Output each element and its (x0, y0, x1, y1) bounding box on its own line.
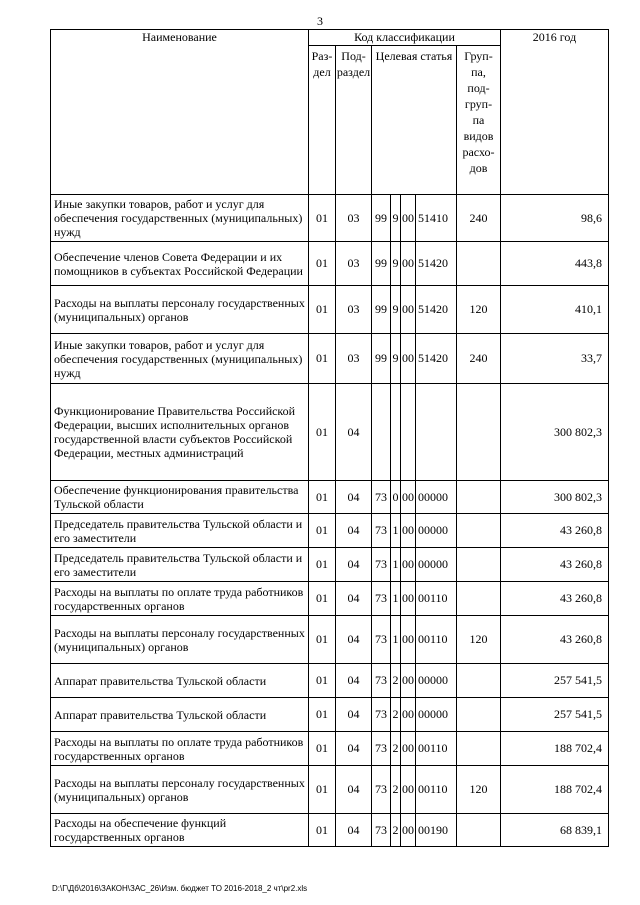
row-amount: 257 541,5 (501, 698, 609, 732)
row-target-subprogram: 1 (391, 616, 401, 664)
row-target-subprogram: 9 (391, 195, 401, 242)
row-name: Обеспечение членов Совета Федерации и их помощников в субъектах Российской Федерации (51, 242, 309, 286)
table-row (51, 766, 609, 814)
row-target-subprogram: 1 (391, 582, 401, 616)
row-target-subprogram: 9 (391, 334, 401, 384)
row-target-direction: 51420 (416, 242, 457, 286)
header-year: 2016 год (501, 30, 609, 195)
file-path-footer: D:\Г\Дб\2016\ЗАКОН\ЗАС_26\Изм. бюджет ТО 2016-2018_2 чт\pr2.xls (52, 884, 308, 893)
row-subsection: 04 (336, 582, 372, 616)
row-target-direction: 00000 (416, 664, 457, 698)
row-subsection: 04 (336, 766, 372, 814)
row-expense-group (457, 698, 501, 732)
table-row (51, 481, 609, 514)
row-section: 01 (309, 242, 336, 286)
row-target-main: 00 (401, 514, 416, 548)
table-row (51, 286, 609, 334)
row-section: 01 (309, 514, 336, 548)
row-expense-group (457, 664, 501, 698)
row-subsection: 03 (336, 286, 372, 334)
row-target-main: 00 (401, 698, 416, 732)
table-row (51, 195, 609, 242)
row-section: 01 (309, 766, 336, 814)
row-amount: 257 541,5 (501, 664, 609, 698)
row-target-program: 73 (372, 481, 391, 514)
page-number: 3 (317, 14, 323, 28)
row-section: 01 (309, 334, 336, 384)
row-subsection: 04 (336, 664, 372, 698)
row-target-direction: 51410 (416, 195, 457, 242)
row-target-main (401, 384, 416, 481)
row-target-subprogram: 2 (391, 814, 401, 847)
row-subsection: 03 (336, 242, 372, 286)
row-name: Председатель правительства Тульской области и его заместители (51, 548, 309, 582)
row-subsection: 03 (336, 195, 372, 242)
row-target-main: 00 (401, 582, 416, 616)
row-target-program: 73 (372, 766, 391, 814)
row-target-direction: 00000 (416, 698, 457, 732)
row-name: Председатель правительства Тульской области и его заместители (51, 514, 309, 548)
row-section: 01 (309, 582, 336, 616)
budget-table (50, 29, 609, 847)
row-target-direction: 00110 (416, 766, 457, 814)
header-subsection: Под- раздел (336, 46, 372, 195)
row-target-main: 00 (401, 814, 416, 847)
row-target-subprogram: 2 (391, 732, 401, 766)
row-name: Расходы на выплаты по оплате труда работников государственных органов (51, 732, 309, 766)
row-amount: 188 702,4 (501, 766, 609, 814)
row-section: 01 (309, 384, 336, 481)
row-subsection: 04 (336, 481, 372, 514)
row-section: 01 (309, 698, 336, 732)
row-subsection: 04 (336, 514, 372, 548)
table-row (51, 814, 609, 847)
row-name: Аппарат правительства Тульской области (51, 698, 309, 732)
row-subsection: 04 (336, 698, 372, 732)
row-target-program: 73 (372, 698, 391, 732)
row-section: 01 (309, 286, 336, 334)
row-target-program: 99 (372, 195, 391, 242)
table-row (51, 664, 609, 698)
row-section: 01 (309, 732, 336, 766)
row-amount: 68 839,1 (501, 814, 609, 847)
row-target-program: 99 (372, 286, 391, 334)
row-target-main: 00 (401, 242, 416, 286)
row-section: 01 (309, 616, 336, 664)
row-expense-group: 120 (457, 766, 501, 814)
row-expense-group (457, 384, 501, 481)
row-expense-group: 240 (457, 334, 501, 384)
row-expense-group: 120 (457, 616, 501, 664)
row-expense-group (457, 481, 501, 514)
row-section: 01 (309, 664, 336, 698)
table-row (51, 242, 609, 286)
row-name: Расходы на выплаты персоналу государственных (муниципальных) органов (51, 766, 309, 814)
row-target-program: 73 (372, 814, 391, 847)
table-row (51, 334, 609, 384)
row-name: Аппарат правительства Тульской области (51, 664, 309, 698)
table-row (51, 548, 609, 582)
row-expense-group: 240 (457, 195, 501, 242)
header-target: Целевая статья (372, 46, 457, 195)
row-target-subprogram: 0 (391, 481, 401, 514)
row-name: Расходы на обеспечение функций государственных органов (51, 814, 309, 847)
header-name: Наименование (51, 30, 309, 195)
row-section: 01 (309, 195, 336, 242)
row-amount: 43 260,8 (501, 616, 609, 664)
row-target-subprogram: 2 (391, 664, 401, 698)
row-target-main: 00 (401, 286, 416, 334)
row-amount: 300 802,3 (501, 384, 609, 481)
row-amount: 443,8 (501, 242, 609, 286)
row-target-subprogram: 1 (391, 548, 401, 582)
row-target-direction: 00000 (416, 514, 457, 548)
row-target-main: 00 (401, 664, 416, 698)
row-target-direction: 00110 (416, 582, 457, 616)
row-amount: 43 260,8 (501, 548, 609, 582)
row-section: 01 (309, 814, 336, 847)
table-row (51, 698, 609, 732)
row-name: Иные закупки товаров, работ и услуг для обеспечения государственных (муниципальных) нужд (51, 334, 309, 384)
row-name: Обеспечение функционирования правительства Тульской области (51, 481, 309, 514)
table-row (51, 616, 609, 664)
header-section: Раз- дел (309, 46, 336, 195)
row-target-direction: 00000 (416, 548, 457, 582)
row-target-program: 73 (372, 664, 391, 698)
row-name: Иные закупки товаров, работ и услуг для обеспечения государственных (муниципальных) нужд (51, 195, 309, 242)
row-target-program: 73 (372, 732, 391, 766)
row-target-direction: 00110 (416, 732, 457, 766)
row-target-program: 73 (372, 616, 391, 664)
row-subsection: 04 (336, 548, 372, 582)
row-target-main: 00 (401, 766, 416, 814)
row-expense-group (457, 242, 501, 286)
row-target-program: 73 (372, 548, 391, 582)
row-name: Функционирование Правительства Российской Федерации, высших исполнительных органов государственной власти субъектов Российской Федерации, местных администраций (51, 384, 309, 481)
row-subsection: 03 (336, 334, 372, 384)
row-expense-group (457, 732, 501, 766)
row-expense-group (457, 548, 501, 582)
row-expense-group (457, 814, 501, 847)
row-section: 01 (309, 548, 336, 582)
row-subsection: 04 (336, 814, 372, 847)
row-target-main: 00 (401, 548, 416, 582)
table-row (51, 582, 609, 616)
row-expense-group: 120 (457, 286, 501, 334)
table-row (51, 384, 609, 481)
row-target-main: 00 (401, 616, 416, 664)
row-expense-group (457, 514, 501, 548)
row-target-direction: 51420 (416, 334, 457, 384)
row-target-main: 00 (401, 334, 416, 384)
header-group: Груп- па, под- груп- па видов расхо- дов (457, 46, 501, 195)
row-expense-group (457, 582, 501, 616)
row-section: 01 (309, 481, 336, 514)
row-subsection: 04 (336, 616, 372, 664)
row-name: Расходы на выплаты по оплате труда работников государственных органов (51, 582, 309, 616)
row-target-program: 99 (372, 242, 391, 286)
table-row (51, 514, 609, 548)
row-target-direction: 51420 (416, 286, 457, 334)
row-amount: 188 702,4 (501, 732, 609, 766)
row-amount: 410,1 (501, 286, 609, 334)
row-target-subprogram: 2 (391, 766, 401, 814)
row-amount: 300 802,3 (501, 481, 609, 514)
row-amount: 43 260,8 (501, 514, 609, 548)
row-target-program: 73 (372, 582, 391, 616)
row-amount: 43 260,8 (501, 582, 609, 616)
row-target-main: 00 (401, 732, 416, 766)
row-target-program: 99 (372, 334, 391, 384)
table-row (51, 732, 609, 766)
row-target-program: 73 (372, 514, 391, 548)
row-target-direction: 00000 (416, 481, 457, 514)
row-subsection: 04 (336, 732, 372, 766)
row-amount: 98,6 (501, 195, 609, 242)
row-target-subprogram: 9 (391, 242, 401, 286)
row-target-direction (416, 384, 457, 481)
row-target-direction: 00190 (416, 814, 457, 847)
row-amount: 33,7 (501, 334, 609, 384)
row-target-subprogram (391, 384, 401, 481)
row-target-direction: 00110 (416, 616, 457, 664)
row-target-subprogram: 2 (391, 698, 401, 732)
row-name: Расходы на выплаты персоналу государственных (муниципальных) органов (51, 616, 309, 664)
row-subsection: 04 (336, 384, 372, 481)
row-target-subprogram: 9 (391, 286, 401, 334)
row-target-main: 00 (401, 195, 416, 242)
row-target-program (372, 384, 391, 481)
row-target-main: 00 (401, 481, 416, 514)
row-target-subprogram: 1 (391, 514, 401, 548)
row-name: Расходы на выплаты персоналу государственных (муниципальных) органов (51, 286, 309, 334)
header-classification: Код классификации (309, 30, 501, 46)
